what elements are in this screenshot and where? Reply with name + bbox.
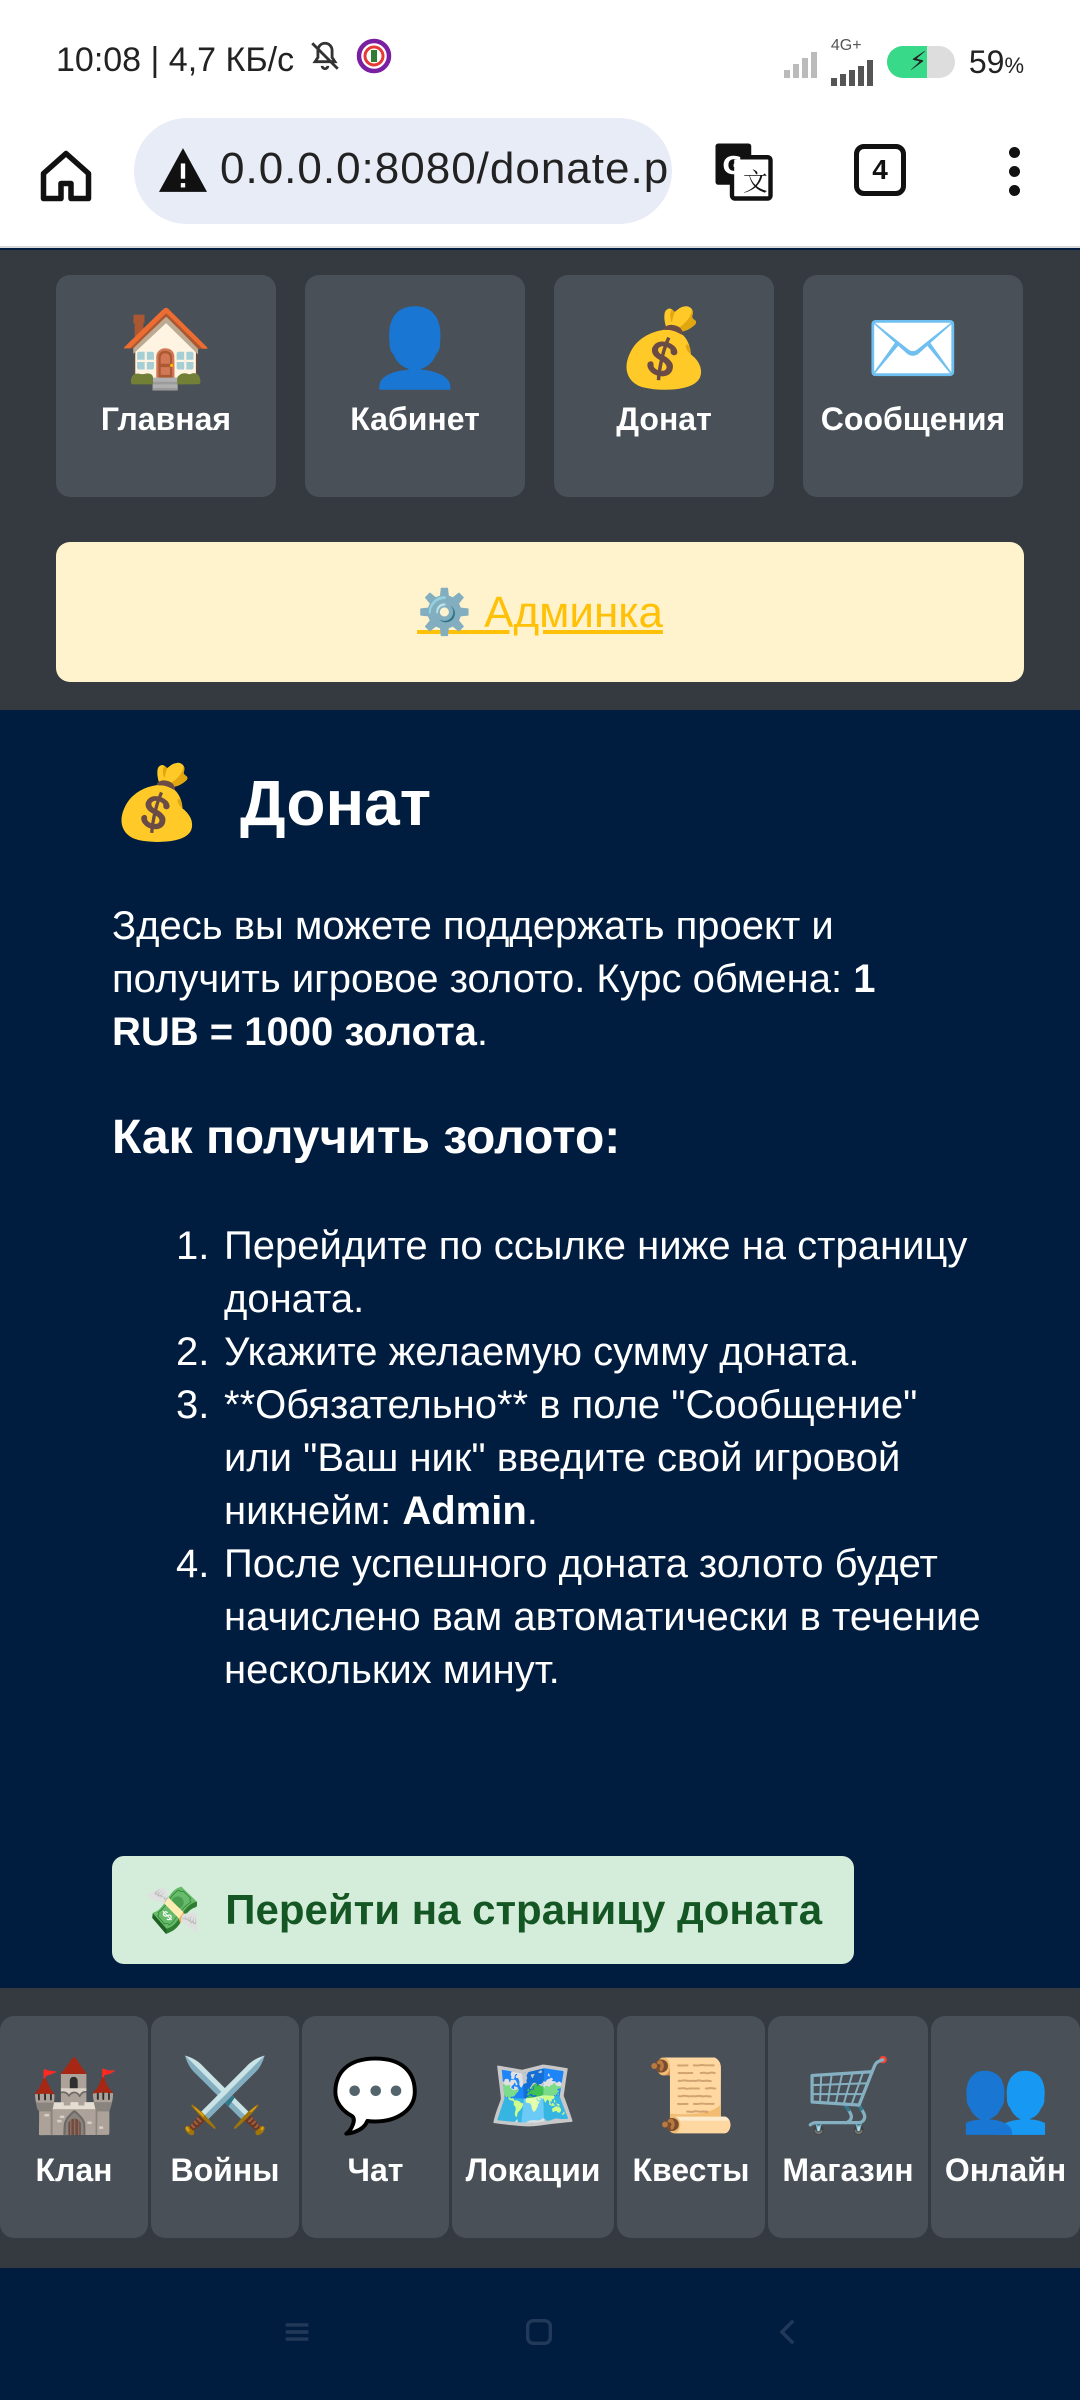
translate-button[interactable] — [710, 138, 776, 204]
nav-label: Сообщения — [820, 401, 1006, 437]
player-nickname: Admin — [402, 1489, 527, 1533]
user-icon: 👤 — [367, 306, 463, 391]
nav-label: Кабинет — [350, 401, 480, 437]
nav-tile-donate[interactable] — [554, 275, 774, 497]
nav-label: Донат — [616, 401, 712, 437]
nav-label: Онлайн — [944, 2152, 1067, 2188]
svg-text:文: 文 — [743, 167, 768, 197]
nav-label: Магазин — [782, 2152, 914, 2188]
nav-label: Главная — [100, 401, 232, 437]
signal-icon — [831, 38, 873, 86]
house-icon: 🏠 — [118, 306, 214, 391]
nav-tile-online[interactable] — [931, 2016, 1080, 2238]
nav-label: Чат — [347, 2152, 404, 2188]
exchange-rate: 1 RUB = 1000 золота — [112, 957, 876, 1054]
intro-paragraph: Здесь вы можете поддержать проект и получить игровое золото. Курс обмена: 1 RUB = 1000 золота. — [112, 904, 876, 1054]
svg-text:G: G — [722, 150, 743, 180]
castle-icon: 🏰 — [29, 2056, 119, 2136]
home-button[interactable] — [36, 146, 96, 206]
browser-toolbar — [0, 118, 1080, 248]
nav-tile-cabinet[interactable] — [305, 275, 525, 497]
nav-label: Квесты — [632, 2152, 750, 2188]
battery-charging-icon: ⚡ — [887, 46, 955, 78]
scroll-icon: 📜 — [646, 2056, 736, 2136]
map-icon: 🗺️ — [488, 2056, 578, 2136]
system-nav-bar — [0, 2268, 1080, 2400]
intro-text: Здесь вы можете поддержать проект и получить игровое золото. Курс обмена: — [112, 904, 854, 1001]
translate-icon — [710, 138, 776, 204]
warning-icon — [156, 146, 210, 194]
list-item: Перейдите по ссылке ниже на страницу доната. — [224, 1224, 968, 1321]
nav-tile-home[interactable] — [56, 275, 276, 497]
nav-tile-messages[interactable] — [803, 275, 1023, 497]
status-right — [784, 38, 1024, 86]
donate-button-label: Перейти на страницу доната — [225, 1886, 823, 1933]
tabs-icon[interactable] — [854, 144, 906, 196]
back-icon[interactable] — [772, 2314, 806, 2359]
steps-list — [224, 1220, 984, 1697]
money-bag-icon: 💰 — [616, 306, 712, 391]
nav-tile-chat[interactable] — [302, 2016, 449, 2238]
bottom-nav — [0, 1988, 1080, 2268]
nav-tile-locations[interactable] — [452, 2016, 614, 2238]
network-type: 4G+ — [830, 37, 862, 54]
nav-label: Клан — [35, 2152, 113, 2188]
how-to-heading: Как получить золото: — [112, 1111, 621, 1164]
status-time-speed: 10:08 | 4,7 КБ/с — [56, 41, 295, 79]
go-to-donate-button[interactable] — [112, 1856, 854, 1964]
home-nav-icon[interactable] — [522, 2314, 556, 2359]
nav-tile-clan[interactable] — [0, 2016, 148, 2238]
shopping-cart-icon: 🛒 — [803, 2056, 893, 2136]
more-vert-icon[interactable] — [1000, 142, 1028, 202]
battery-percent: 59% — [968, 43, 1024, 80]
signal-dim-icon — [784, 46, 817, 78]
admin-link[interactable] — [417, 586, 663, 638]
money-wings-icon: 💸 — [144, 1883, 202, 1936]
people-icon: 👥 — [960, 2056, 1051, 2136]
status-bar — [0, 0, 1080, 118]
nav-label: Войны — [170, 2152, 280, 2188]
envelope-icon: ✉️ — [865, 306, 961, 391]
page-title: Донат — [240, 766, 432, 839]
speech-bubble-icon: 💬 — [330, 2056, 421, 2136]
money-bag-icon: 💰 — [112, 763, 202, 843]
app-notification-icon — [356, 38, 392, 83]
gear-icon: ⚙️ — [417, 588, 472, 637]
recents-icon[interactable] — [280, 2314, 314, 2359]
crossed-swords-icon: ⚔️ — [180, 2056, 270, 2136]
nav-tile-quests[interactable] — [617, 2016, 765, 2238]
top-nav — [0, 250, 1080, 710]
admin-link-label: Админка — [484, 588, 663, 637]
url-text: 0.0.0.0:8080/donate.p — [220, 144, 670, 193]
list-item: Укажите желаемую сумму доната. — [224, 1330, 860, 1374]
tab-count: 4 — [872, 154, 888, 185]
nav-label: Локации — [465, 2152, 601, 2188]
nav-tile-wars[interactable] — [151, 2016, 299, 2238]
nav-tile-shop[interactable] — [768, 2016, 928, 2238]
page-title-row — [112, 760, 431, 845]
admin-panel-bar — [56, 542, 1024, 682]
home-icon — [36, 146, 96, 206]
status-left — [56, 38, 392, 83]
list-item: **Обязательно** в поле "Сообщение" или "Ваш ник" введите свой игровой никнейм: Admin. — [224, 1383, 918, 1533]
list-item: После успешного доната золото будет начислено вам автоматически в течение нескольких минут. — [224, 1542, 981, 1692]
mute-bell-icon — [308, 39, 342, 82]
address-bar[interactable] — [134, 118, 672, 224]
